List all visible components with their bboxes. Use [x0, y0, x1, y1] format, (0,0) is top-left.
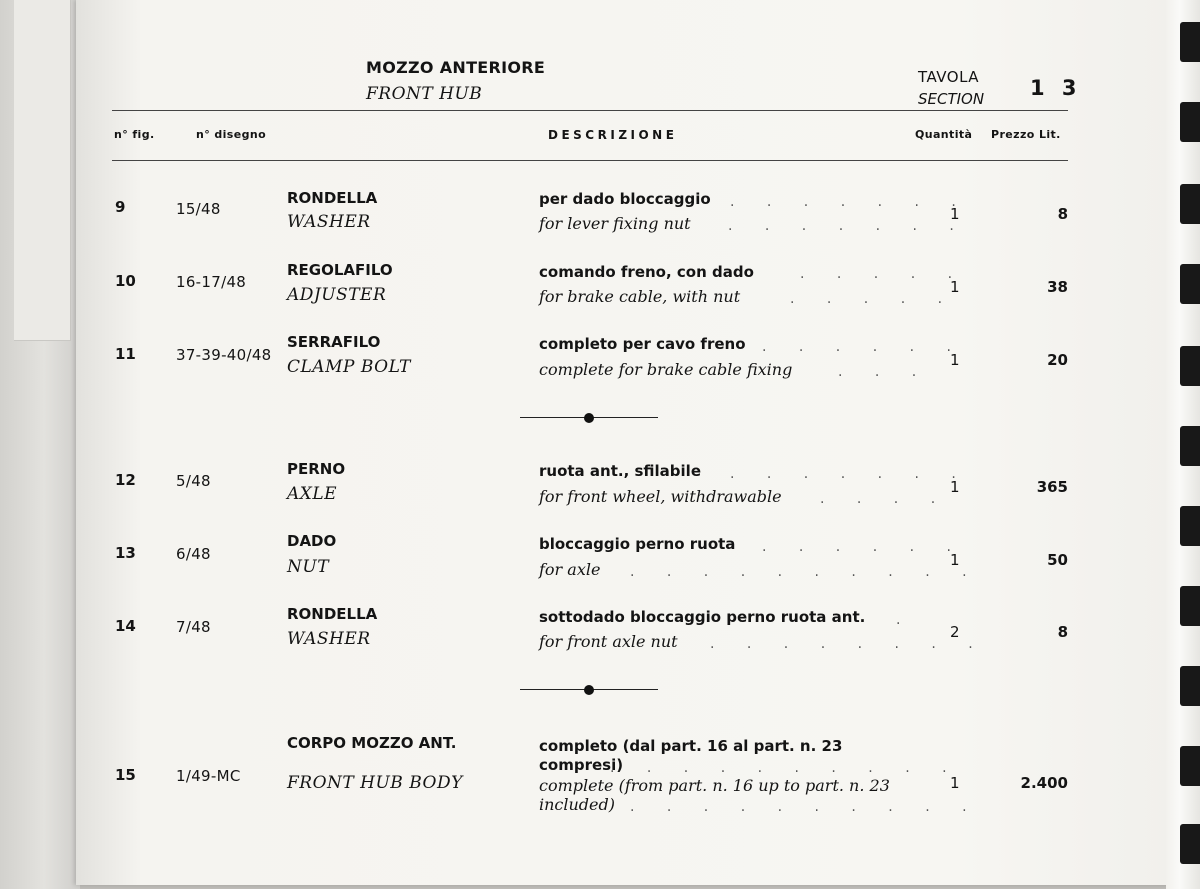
fig-number: 13	[115, 544, 136, 562]
description-english: for front axle nut	[539, 632, 678, 651]
column-header-prezzo: Prezzo Lit.	[991, 128, 1061, 141]
fig-number: 12	[115, 471, 136, 489]
header-rule-top	[112, 110, 1068, 111]
description-english: for front wheel, withdrawable	[539, 487, 782, 506]
dot-leader: . . . . .	[800, 266, 967, 282]
drawing-number: 37-39-40/48	[176, 346, 272, 364]
quantity: 1	[950, 205, 960, 223]
price: 20	[1047, 351, 1068, 369]
part-name-english: FRONT HUB BODY	[287, 773, 463, 793]
part-name-english: WASHER	[287, 629, 371, 649]
dot-leader: . . . . . . . .	[710, 636, 987, 652]
binding-ring	[1180, 506, 1200, 546]
part-name-italian: RONDELLA	[287, 189, 378, 207]
description-italian: completo (dal part. 16 al part. n. 23 compresi)	[539, 737, 843, 774]
dot-leader: . . . .	[820, 491, 950, 507]
binding-ring	[1180, 666, 1200, 706]
part-name-english: AXLE	[287, 484, 338, 504]
quantity: 1	[950, 351, 960, 369]
column-header-disegno: n° disegno	[196, 128, 267, 141]
drawing-number: 16-17/48	[176, 273, 247, 291]
part-name-italian: CORPO MOZZO ANT.	[287, 734, 457, 752]
separator-dot	[584, 413, 594, 423]
tavola-label: TAVOLA	[918, 68, 980, 86]
part-name-english: NUT	[287, 557, 330, 577]
price: 50	[1047, 551, 1068, 569]
separator-dot	[584, 685, 594, 695]
binding-ring	[1180, 184, 1200, 224]
part-name-english: WASHER	[287, 212, 371, 232]
column-header-fig: n° fig.	[114, 128, 155, 141]
fig-number: 9	[115, 198, 126, 216]
description-english: for lever fixing nut	[539, 214, 691, 233]
binding-ring	[1180, 346, 1200, 386]
part-name-italian: PERNO	[287, 460, 346, 478]
drawing-number: 5/48	[176, 472, 211, 490]
drawing-number: 7/48	[176, 618, 211, 636]
description-english: for axle	[539, 560, 601, 579]
description-english: for brake cable, with nut	[539, 287, 741, 306]
binding-ring	[1180, 426, 1200, 466]
description-english: complete for brake cable fixing	[539, 360, 793, 379]
part-name-italian: REGOLAFILO	[287, 261, 393, 279]
binding-ring	[1180, 264, 1200, 304]
binding-ring	[1180, 102, 1200, 142]
fig-number: 10	[115, 272, 136, 290]
section-separator	[520, 684, 658, 696]
price: 8	[1057, 623, 1068, 641]
description-italian: ruota ant., sfilabile	[539, 462, 701, 480]
dot-leader: . . . . . . .	[728, 218, 968, 234]
price: 2.400	[1020, 774, 1068, 792]
dot-leader: . . . . . . .	[730, 194, 970, 210]
part-name-italian: RONDELLA	[287, 605, 378, 623]
description-english: complete (from part. n. 16 up to part. n. 23 included)	[539, 776, 890, 814]
page-title-italian: MOZZO ANTERIORE	[366, 58, 546, 77]
part-name-english: CLAMP BOLT	[287, 357, 411, 377]
section-label: SECTION	[918, 90, 985, 108]
page-title-english: FRONT HUB	[366, 84, 483, 104]
dot-leader: . . . . .	[790, 291, 957, 307]
binding-ring	[1180, 586, 1200, 626]
section-number: 1 3	[1030, 76, 1082, 100]
price: 365	[1036, 478, 1068, 496]
dot-leader: . . . . . .	[762, 339, 965, 355]
quantity: 1	[950, 551, 960, 569]
header-rule-bottom	[112, 160, 1068, 161]
description-italian: sottodado bloccaggio perno ruota ant.	[539, 608, 866, 626]
drawing-number: 15/48	[176, 200, 221, 218]
description-italian: per dado bloccaggio	[539, 190, 711, 208]
column-header-descrizione: DESCRIZIONE	[548, 128, 678, 142]
dot-leader: . . .	[838, 364, 931, 380]
drawing-number: 1/49-MC	[176, 767, 241, 785]
binding-ring	[1180, 22, 1200, 62]
quantity: 2	[950, 623, 960, 641]
price: 38	[1047, 278, 1068, 296]
description-italian: completo per cavo freno	[539, 335, 746, 353]
column-header-quantita: Quantità	[915, 128, 973, 141]
dot-leader: . . . . . .	[762, 539, 965, 555]
part-name-italian: SERRAFILO	[287, 333, 381, 351]
fig-number: 14	[115, 617, 136, 635]
dot-leader: . . . . . . . . . .	[630, 799, 981, 815]
page-tab	[14, 0, 71, 341]
quantity: 1	[950, 478, 960, 496]
section-separator	[520, 412, 658, 424]
part-name-english: ADJUSTER	[287, 285, 387, 305]
drawing-number: 6/48	[176, 545, 211, 563]
binding-ring	[1180, 824, 1200, 864]
price: 8	[1057, 205, 1068, 223]
description-italian: bloccaggio perno ruota	[539, 535, 736, 553]
binding-ring	[1180, 746, 1200, 786]
description-italian: comando freno, con dado	[539, 263, 754, 281]
fig-number: 11	[115, 345, 136, 363]
dot-leader: . . . . . . . . . .	[610, 760, 961, 776]
part-name-italian: DADO	[287, 532, 337, 550]
dot-leader: . . . . . . . . . .	[630, 564, 981, 580]
dot-leader: . . . . . . .	[730, 466, 970, 482]
quantity: 1	[950, 774, 960, 792]
dot-leader: .	[896, 612, 915, 628]
fig-number: 15	[115, 766, 136, 784]
quantity: 1	[950, 278, 960, 296]
